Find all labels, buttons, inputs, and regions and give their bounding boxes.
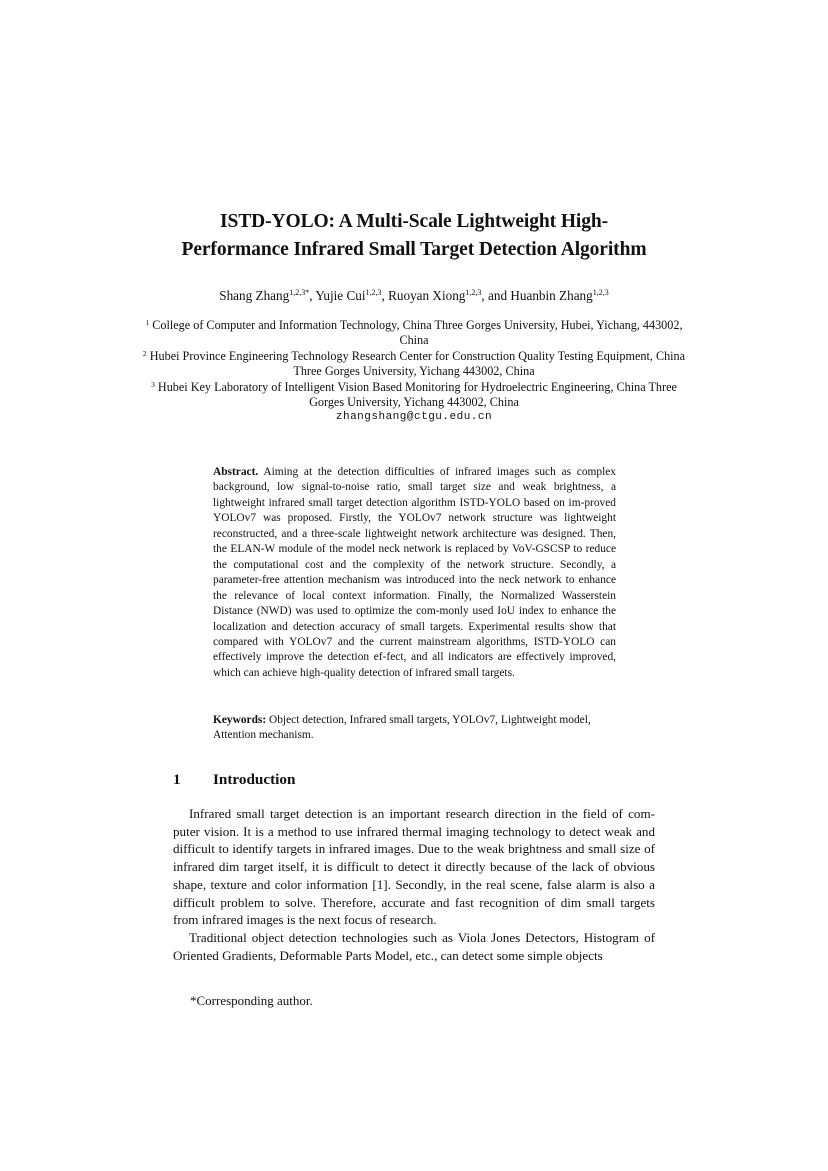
affiliation-text: College of Computer and Information Technology, China Three Gorges University, Hubei, Yichang, 443002, China [152,318,683,348]
contact-email[interactable]: zhangshang@ctgu.edu.cn [335,411,493,424]
affiliation-list [140,318,688,425]
author-name: Shang Zhang [219,288,290,303]
introduction-body [173,805,655,964]
author-list [110,287,718,305]
affiliation-item [140,349,688,380]
author-separator: , [381,288,389,303]
paper-title [110,208,718,264]
author-affiliation-mark: 1,2,3 [365,288,382,297]
author-name: Ruoyan Xiong [388,288,466,303]
author-separator: , [309,288,316,303]
abstract [213,465,616,681]
affiliation-item [140,318,688,349]
author-name: Huanbin Zhang [510,288,593,303]
affiliation-item [140,380,688,411]
keywords-text: Object detection, Infrared small targets, YOLOv7, Lightweight model, Attention mechanism. [213,714,591,742]
abstract-text: Aiming at the detection difficulties of infrared images such as complex background, low signal-to-noise ratio, small target size and weak brightness, a lightweight infrared small target detection algorithm ISTD-YOLO based on im-proved YOLOv7 was proposed. Firstly, the YOLOv7 network structure was lightweight reconstructed, and a three-scale lightweight network architecture was designed. Then, the ELAN-W module of the model neck network is replaced by VoV-GSCSP to reduce the computational cost and the complexity of the network structure. Secondly, a parameter-free attention mechanism was introduced into the neck network to enhance the relevance of local context information. Finally, the Normalized Wasserstein Distance (NWD) was used to optimize the com-monly used IoU index to enhance the localization and detection accuracy of small targets. Experimental results show that compared with YOLOv7 and the current mainstream algorithms, ISTD-YOLO can effectively improve the detection ef-fect, and all indicators are effectively improved, which can achieve high-quality detection of infrared small targets. [213,466,617,679]
affiliation-number: 3 [151,379,155,389]
intro-paragraph: Infrared small target detection is an important research direction in the field of com-puter vision. It is a method to use infrared thermal imaging technology to detect weak and difficult to identify targets in infrared images. Due to the weak brightness and small size of infrared dim target itself, it is difficult to detect it directly because of the lack of obvious shape, texture and color information [1]. Secondly, in the real scene, false alarm is also a difficult problem to solve. Therefore, accurate and fast recognition of dim small targets from infrared images is the next focus of research. [173,806,655,928]
author-affiliation-mark: 1,2,3 [592,288,609,297]
affiliation-number: 1 [145,318,150,327]
section-number: 1 [173,771,181,788]
section-title: Introduction [213,771,296,788]
section-heading [173,770,295,790]
author-name: Yujie Cui [315,288,366,303]
abstract-label: Abstract. [213,466,259,478]
affiliation-text: Hubei Province Engineering Technology Research Center for Construction Quality Testing Equipment, China Three Gorges University, Yichang 443002, China [149,348,686,379]
author-affiliation-mark: 1,2,3* [289,288,310,297]
keywords-label: Keywords: [213,714,267,726]
title-line-2: Performance Infrared Small Target Detection Algorithm [181,239,647,260]
author-affiliation-mark: 1,2,3 [465,288,482,297]
intro-paragraph: Traditional object detection technologies such as Viola Jones Detectors, Histogram of Oriented Gradients, Deformable Parts Model, etc., can detect some simple objects [173,929,655,963]
keywords [213,713,616,744]
author-separator: , and [481,288,511,303]
title-line-1: ISTD-YOLO: A Multi-Scale Lightweight High- [220,211,608,232]
affiliation-number: 2 [142,348,147,358]
affiliation-text: Hubei Key Laboratory of Intelligent Vision Based Monitoring for Hydroelectric Engineering, China Three Gorges University, Yichang 443002, China [157,379,677,410]
footnote: *Corresponding author. [190,993,313,1008]
